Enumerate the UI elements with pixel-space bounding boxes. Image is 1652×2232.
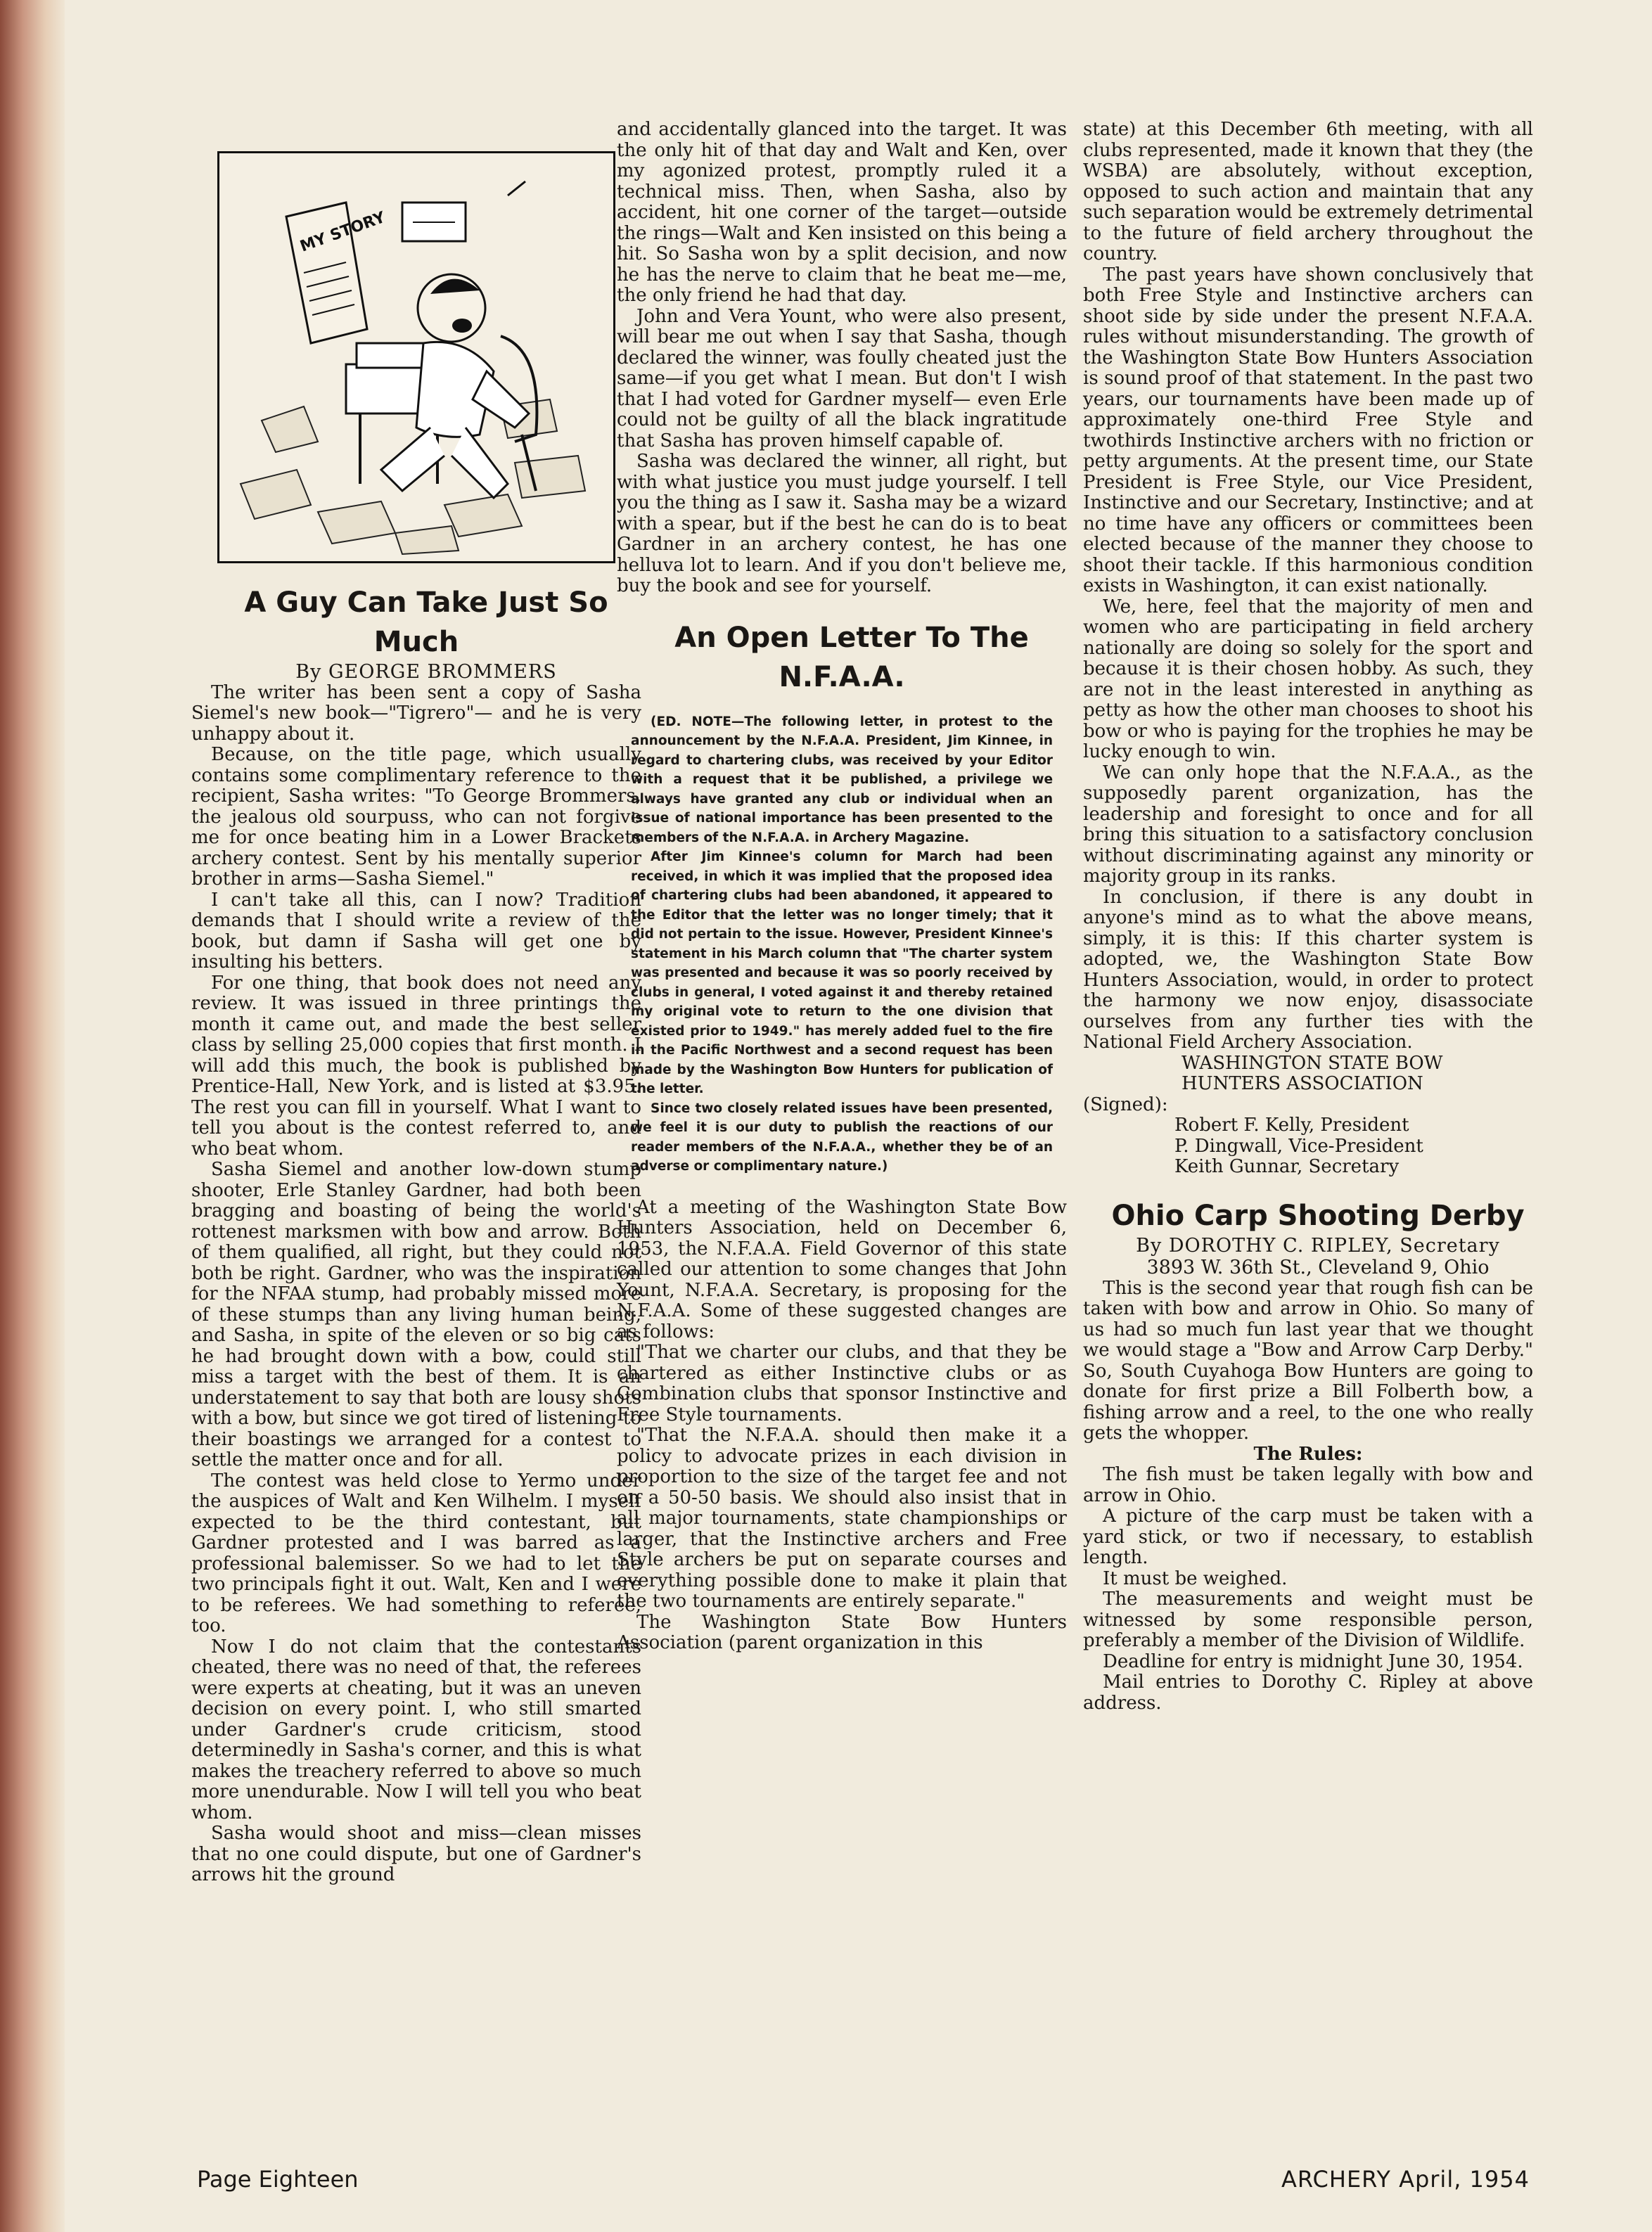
- article1-paragraph: Because, on the title page, which usually contains some complimentary reference to the recipient, Sasha writes: "To George Brommers, the jealous old sourpuss, who can not forgive me for once beating him in a Lower Brackets archery contest. Sent by his mentally superior brother in arms—Sasha Siemel.": [191, 744, 641, 890]
- signer: Robert F. Kelly, President: [1174, 1115, 1409, 1136]
- article2-paragraph: In conclusion, if there is any doubt in anyone's mind as to what the above means, simply, it is this: If this charter system is adopted, we, the Washington State Bow Hunters Association, would, in order to protect the harmony we now enjoy, disassociate ourselves from any further ties with the National Field Archery Association.: [1083, 886, 1533, 1053]
- signed-label: (Signed):: [1083, 1093, 1168, 1115]
- article2-paragraph: state) at this December 6th meeting, with all clubs represented, made it known that they (the WSBA) are absolutely, without exception, opposed to such action and maintain that any such separation would be extremely detrimental to the future of field archery throughout the country.: [1083, 119, 1533, 264]
- article2-paragraph: The past years have shown conclusively that both Free Style and Instinctive archers can shoot side by side under the present N.F.A.A. rules without misunderstanding. The growth of the Washington State Bow Hunters Association is sound proof of that statement. In the past two years, our tournaments have been made up of approximately one-third Free Style and twothirds Instinctive archers with no friction or petty arguments. At the present time, our State President is Free Style, our Vice President, Instinctive and our Secretary, Instinctive; and at no time have any officers or committees been elected because of the manner they choose to shoot their tackle. If this harmonious condition exists in Washington, it can exist nationally.: [1083, 264, 1533, 596]
- letter-signoff: [1083, 1053, 1533, 1178]
- article3-title: Ohio Carp Shooting Derby: [1111, 1199, 1525, 1232]
- article2-paragraph: The Washington State Bow Hunters Association (parent organization in this: [617, 1611, 1067, 1653]
- article1-paragraph: The writer has been sent a copy of Sasha Siemel's new book—"Tigrero"— and he is very unhappy about it.: [191, 681, 641, 745]
- signer: Keith Gunnar, Secretary: [1174, 1156, 1400, 1177]
- article1-paragraph: John and Vera Yount, who were also present, will bear me out when I say that Sasha, though declared the winner, was foully cheated just the same—if you get what I mean. But don't I wish that I had voted for Gardner myself— even Erle could not be guilty of all the black ingratitude that Sasha has proven himself capable of.: [617, 305, 1067, 451]
- rule-item: Mail entries to Dorothy C. Ripley at above address.: [1083, 1672, 1533, 1714]
- column-3: [1083, 120, 1533, 1714]
- editor-note-paragraph: After Jim Kinnee's column for March had been received, in which it was implied that the proposed idea of chartering clubs had been abandoned, it appeared to the Editor that the letter was no longer timely; that it did not pertain to the issue. However, President Kinnee's statement in his March column that "The charter system was presented and because it was so poorly received by clubs in general, I voted against it and thereby retained my original vote to return to the one division that existed prior to 1949." has merely added fuel to the fire in the Pacific Northwest and a second request has been made by the Washington Bow Hunters for publication of the letter.: [631, 849, 1053, 1096]
- article2-paragraph: "That the N.F.A.A. should then make it a policy to advocate prizes in each division in proportion to the size of the target fee and not on a 50-50 basis. We should also insist that in all major tournaments, state championships or larger, that the Instinctive archers and Free Style archers be put on separate courses and everything possible done to make it plain that the two tournaments are entirely separate.": [617, 1425, 1067, 1612]
- rule-item: The fish must be taken legally with bow and arrow in Ohio.: [1083, 1464, 1533, 1506]
- column-2: [617, 120, 1067, 1654]
- rule-item: Deadline for entry is midnight June 30, 1954.: [1103, 1650, 1523, 1672]
- rules-heading: The Rules:: [1253, 1443, 1363, 1465]
- article3-address: 3893 W. 36th St., Cleveland 9, Ohio: [1146, 1257, 1490, 1278]
- article1-title: A Guy Can Take Just So Much: [244, 586, 608, 658]
- article2-paragraph: We, here, feel that the majority of men and women who are participating in field archery nationally are doing so solely for the sport and because it is their chosen hobby. As such, they are not in the least interested in anything as petty as how the other man chooses to shoot his bow or who is paying for the trophies he may be lucky enough to win.: [1083, 596, 1533, 762]
- article1-paragraph: For one thing, that book does not need any review. It was issued in three printings the month it came out, and made the best seller class by selling 25,000 copies that first month. I will add this much, the book is published by Prentice-Hall, New York, and is listed at $3.95. The rest you can fill in yourself. What I want to tell you about is the contest referred to, and who beat whom.: [191, 972, 641, 1160]
- article3-paragraph: This is the second year that rough fish can be taken with bow and arrow in Ohio. So many of us had so much fun last year that we thought we would stage a "Bow and Arrow Carp Derby." So, South Cuyahoga Bow Hunters are going to donate for first prize a Bill Folberth bow, a fishing arrow and a reel, to the one who really gets the whopper.: [1083, 1277, 1533, 1444]
- org-name-line: HUNTERS ASSOCIATION: [1182, 1073, 1423, 1094]
- article1-paragraph: Sasha was declared the winner, all right, but with what justice you must judge yourself. I tell you the thing as I saw it. Sasha may be a wizard with a spear, but if the best he can do is to beat Gardner in an archery contest, he has one helluva lot to learn. And if you don't believe me, buy the book and see for yourself.: [617, 451, 1067, 596]
- rule-item: A picture of the carp must be taken with a yard stick, or two if necessary, to establish length.: [1083, 1506, 1533, 1568]
- editor-note: [631, 712, 1053, 1176]
- cartoon-illustration: [217, 151, 615, 563]
- article2-paragraph: At a meeting of the Washington State Bow Hunters Association, held on December 6, 1953, the N.F.A.A. Field Governor of this state called our attention to some changes that John Yount, N.F.A.A. Secretary, is proposing for the N.F.A.A. Some of these suggested changes are as follows:: [617, 1196, 1067, 1342]
- article1-paragraph: I can't take all this, can I now? Tradition demands that I should write a review of the book, but damn if Sasha will get one by insulting his betters.: [191, 889, 641, 973]
- article2-paragraph: "That we charter our clubs, and that they be chartered as either Instinctive clubs or as Combination clubs that sponsor Instinctive and Free Style tournaments.: [617, 1342, 1067, 1425]
- article1-byline: By GEORGE BROMMERS: [295, 661, 557, 683]
- article2-title: An Open Letter To The N.F.A.A.: [674, 621, 1029, 693]
- org-name-line: WASHINGTON STATE BOW: [1182, 1052, 1443, 1074]
- article2-paragraph: We can only hope that the N.F.A.A., as the supposedly parent organization, has the leadership and foresight to once and for all bring this situation to a satisfactory conclusion without discriminating against any minority or majority group in its ranks.: [1083, 762, 1533, 887]
- column-1: [191, 151, 641, 1886]
- article1-paragraph: and accidentally glanced into the target. It was the only hit of that day and Walt and Ken, over my agonized protest, promptly ruled it a technical miss. Then, when Sasha, also by accident, hit one corner of the target—outside the rings—Walt and Ken insisted on this being a hit. So Sasha won by a split decision, and now he has the nerve to claim that he beat me—me, the only friend he had that day.: [617, 119, 1067, 306]
- magazine-page: [65, 0, 1652, 2232]
- manuscript-label: MY STORY: [297, 208, 388, 256]
- article1-paragraph: Now I do not claim that the contestants cheated, there was no need of that, the referees were experts at cheating, but it was an uneven decision on every point. I, who still smarted under Gardner's crude criticism, stood determinedly in Sasha's corner, and this is what makes the treachery referred to above so much more unendurable. Now I will tell you who beat whom.: [191, 1636, 641, 1823]
- binding-spine: [0, 0, 65, 2232]
- magazine-issue: ARCHERY April, 1954: [1281, 2166, 1530, 2193]
- cartoon-drawing: [219, 153, 613, 561]
- editor-note-paragraph: Since two closely related issues have been presented, we feel it is our duty to publish the reactions of our reader members of the N.F.A.A., whether they be of an adverse or complimentary nature.): [631, 1101, 1053, 1174]
- article1-paragraph: Sasha would shoot and miss—clean misses that no one could dispute, but one of Gardner's arrows hit the ground: [191, 1823, 641, 1885]
- signer: P. Dingwall, Vice-President: [1174, 1135, 1423, 1157]
- rule-item: It must be weighed.: [1103, 1567, 1288, 1589]
- editor-note-paragraph: (ED. NOTE—The following letter, in protest to the announcement by the N.F.A.A. President, Jim Kinnee, in regard to chartering clubs, was received by your Editor with a request that it be published, a privilege we always have granted any club or individual when an issue of national importance has been presented to the members of the N.F.A.A. in Archery Magazine.: [631, 714, 1053, 845]
- page-number: Page Eighteen: [197, 2166, 359, 2193]
- article1-paragraph: Sasha Siemel and another low-down stump shooter, Erle Stanley Gardner, had both been bragging and boasting of being the world's rottenest marksmen with bow and arrow. Both of them qualified, all right, but they could not both be right. Gardner, who was the inspiration for the NFAA stump, had probably missed more of these stumps than any living human being, and Sasha, in spite of the eleven or so big cats he had brought down with a bow, could still miss a target with the best of them. It is an understatement to say that both are lousy shots with a bow, but since we got tired of listening to their boastings we arranged for a contest to settle the matter once and for all.: [191, 1159, 641, 1470]
- article1-paragraph: The contest was held close to Yermo under the auspices of Walt and Ken Wilhelm. I myself expected to be the third contestant, but Gardner protested and I was barred as a professional balemisser. So we had to let the two principals fight it out. Walt, Ken and I were to be referees. We had something to referee, too.: [191, 1470, 641, 1636]
- rule-item: The measurements and weight must be witnessed by some responsible person, preferably a member of the Division of Wildlife.: [1083, 1589, 1533, 1651]
- article3-byline: By DOROTHY C. RIPLEY, Secretary: [1136, 1234, 1500, 1257]
